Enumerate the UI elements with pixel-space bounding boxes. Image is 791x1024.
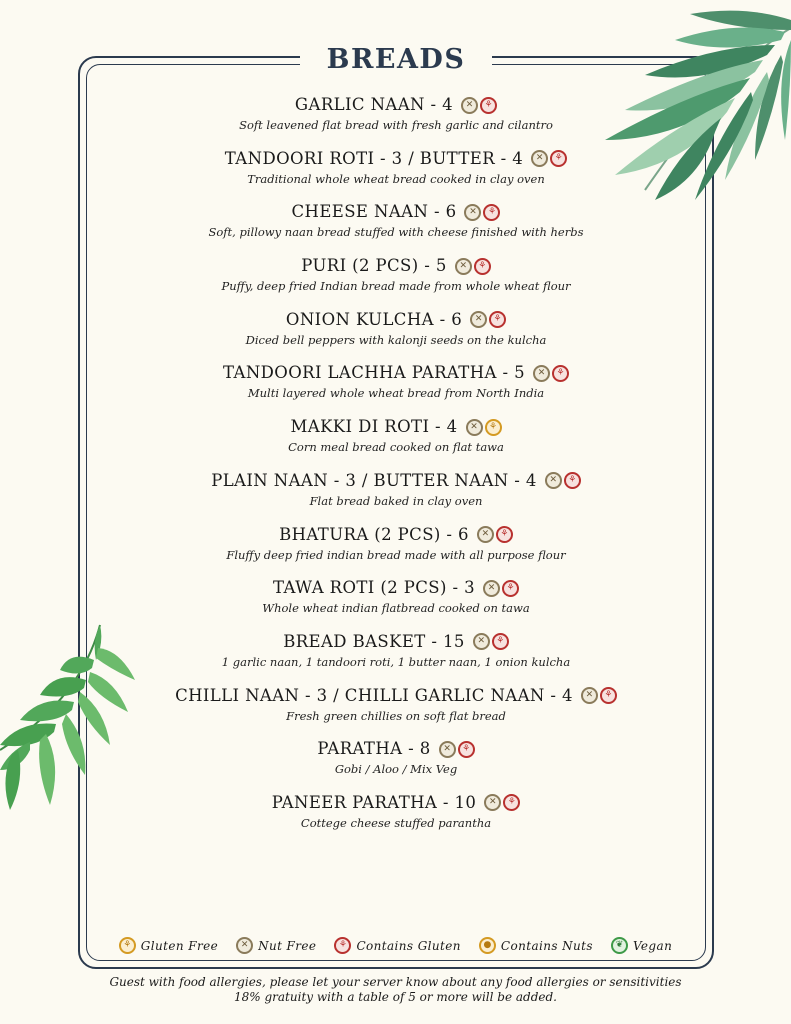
nut-free-icon: ✕ <box>477 526 494 543</box>
menu-item <box>86 360 706 414</box>
menu-item <box>86 468 706 522</box>
menu-item-header <box>283 629 509 655</box>
dietary-badges <box>466 419 502 436</box>
menu-item <box>86 199 706 253</box>
dietary-badges <box>473 633 509 650</box>
contains-gluten-icon: ⚘ <box>550 150 567 167</box>
legend-label: Nut Free <box>258 938 317 953</box>
menu-item-header <box>290 414 501 440</box>
menu-item-name: CHILLI NAAN - 3 / CHILLI GARLIC NAAN - 4 <box>175 685 573 705</box>
legend-label: Contains Gluten <box>356 938 461 953</box>
allergy-note: Guest with food allergies, please let your server know about any food allergies or sensitivities <box>109 975 682 989</box>
menu-item <box>86 307 706 361</box>
contains-gluten-icon: ⚘ <box>483 204 500 221</box>
gluten-free-icon: ⚘ <box>485 419 502 436</box>
menu-item-header <box>301 253 491 279</box>
contains-gluten-icon: ⚘ <box>552 365 569 382</box>
menu-item-description: Fluffy deep fried indian bread made with all purpose flour <box>226 547 566 562</box>
legend-label: Vegan <box>632 938 673 953</box>
nut-free-icon: ✕ <box>581 687 598 704</box>
nut-free-icon: ✕ <box>470 311 487 328</box>
dietary-badges <box>531 150 567 167</box>
dietary-badges <box>439 741 475 758</box>
menu-item <box>86 522 706 576</box>
dietary-badges <box>464 204 500 221</box>
menu-item-header <box>279 522 513 548</box>
page-title: BREADS <box>326 44 466 75</box>
contains-nuts-icon: ● <box>479 937 496 954</box>
menu-item-name: CHEESE NAAN - 6 <box>291 202 457 222</box>
menu-item-header <box>223 360 569 386</box>
dietary-badges <box>455 258 491 275</box>
menu-item-description: Fresh green chillies on soft flat bread <box>286 708 506 723</box>
nut-free-icon: ✕ <box>466 419 483 436</box>
legend-item <box>479 937 593 954</box>
menu-item-description: Puffy, deep fried Indian bread made from whole wheat flour <box>221 279 571 294</box>
nut-free-icon: ✕ <box>464 204 481 221</box>
contains-gluten-icon: ⚘ <box>334 937 351 954</box>
dietary-badges <box>461 97 497 114</box>
menu-item-description: Diced bell peppers with kalonji seeds on the kulcha <box>245 332 547 347</box>
contains-gluten-icon: ⚘ <box>564 472 581 489</box>
menu-item-name: TANDOORI LACHHA PARATHA - 5 <box>223 363 525 383</box>
legend-item <box>334 937 460 954</box>
allergen-legend <box>0 937 791 954</box>
dietary-badges <box>484 794 520 811</box>
menu-item-list <box>86 92 706 844</box>
contains-gluten-icon: ⚘ <box>458 741 475 758</box>
nut-free-icon: ✕ <box>236 937 253 954</box>
legend-item <box>611 937 672 954</box>
menu-item-header <box>211 468 581 494</box>
menu-item-name: PANEER PARATHA - 10 <box>271 792 477 812</box>
legend-item <box>119 937 218 954</box>
contains-gluten-icon: ⚘ <box>489 311 506 328</box>
menu-item-name: TANDOORI ROTI - 3 / BUTTER - 4 <box>224 148 524 168</box>
nut-free-icon: ✕ <box>545 472 562 489</box>
menu-item <box>86 146 706 200</box>
dietary-badges <box>545 472 581 489</box>
menu-item-header <box>273 575 519 601</box>
menu-item-description: Soft, pillowy naan bread stuffed with cheese finished with herbs <box>208 225 584 240</box>
menu-item-name: ONION KULCHA - 6 <box>285 309 463 329</box>
dietary-badges <box>483 580 519 597</box>
menu-item-name: PLAIN NAAN - 3 / BUTTER NAAN - 4 <box>211 470 537 490</box>
menu-item <box>86 253 706 307</box>
contains-gluten-icon: ⚘ <box>474 258 491 275</box>
contains-gluten-icon: ⚘ <box>492 633 509 650</box>
menu-item-description: Corn meal bread cooked on flat tawa <box>288 440 504 455</box>
menu-item-description: Gobi / Aloo / Mix Veg <box>334 762 458 777</box>
menu-item-header <box>317 736 474 762</box>
menu-item <box>86 92 706 146</box>
footer-notes <box>0 975 791 1005</box>
nut-free-icon: ✕ <box>531 150 548 167</box>
contains-gluten-icon: ⚘ <box>502 580 519 597</box>
legend-item <box>236 937 316 954</box>
menu-item-name: BHATURA (2 PCS) - 6 <box>279 524 469 544</box>
menu-item-name: MAKKI DI ROTI - 4 <box>290 417 458 437</box>
nut-free-icon: ✕ <box>439 741 456 758</box>
nut-free-icon: ✕ <box>533 365 550 382</box>
contains-gluten-icon: ⚘ <box>503 794 520 811</box>
menu-item-header <box>295 92 497 118</box>
menu-item-header <box>225 146 567 172</box>
menu-item <box>86 575 706 629</box>
menu-item <box>86 790 706 844</box>
dietary-badges <box>533 365 569 382</box>
menu-item-name: PARATHA - 8 <box>317 739 431 759</box>
menu-item <box>86 629 706 683</box>
menu-item-description: Multi layered whole wheat bread from North India <box>247 386 545 401</box>
menu-item-description: Traditional whole wheat bread cooked in clay oven <box>247 171 545 186</box>
nut-free-icon: ✕ <box>473 633 490 650</box>
menu-item <box>86 683 706 737</box>
nut-free-icon: ✕ <box>461 97 478 114</box>
menu-item-header <box>286 307 506 333</box>
menu-item-description: Whole wheat indian flatbread cooked on tawa <box>262 601 530 616</box>
legend-label: Contains Nuts <box>500 938 593 953</box>
menu-item-description: 1 garlic naan, 1 tandoori roti, 1 butter naan, 1 onion kulcha <box>221 654 571 669</box>
menu-item-name: BREAD BASKET - 15 <box>283 631 465 651</box>
gluten-free-icon: ⚘ <box>119 937 136 954</box>
dietary-badges <box>470 311 506 328</box>
menu-item-header <box>175 683 617 709</box>
menu-item-name: PURI (2 PCS) - 5 <box>301 256 447 276</box>
menu-item <box>86 414 706 468</box>
dietary-badges <box>477 526 513 543</box>
dietary-badges <box>581 687 617 704</box>
menu-item-description: Cottege cheese stuffed parantha <box>300 815 492 830</box>
vegan-icon: ❦ <box>611 937 628 954</box>
gratuity-note: 18% gratuity with a table of 5 or more will be added. <box>234 990 557 1004</box>
menu-item-name: GARLIC NAAN - 4 <box>294 95 454 114</box>
menu-item-header <box>292 199 501 225</box>
title-banner <box>300 38 492 82</box>
nut-free-icon: ✕ <box>483 580 500 597</box>
menu-item <box>86 736 706 790</box>
menu-item-description: Flat bread baked in clay oven <box>309 493 483 508</box>
menu-item-header <box>272 790 521 816</box>
contains-gluten-icon: ⚘ <box>600 687 617 704</box>
contains-gluten-icon: ⚘ <box>480 97 497 114</box>
legend-label: Gluten Free <box>140 938 219 953</box>
menu-item-name: TAWA ROTI (2 PCS) - 3 <box>273 578 475 598</box>
nut-free-icon: ✕ <box>484 794 501 811</box>
nut-free-icon: ✕ <box>455 258 472 275</box>
contains-gluten-icon: ⚘ <box>496 526 513 543</box>
menu-item-description: Soft leavened flat bread with fresh garlic and cilantro <box>239 118 553 132</box>
